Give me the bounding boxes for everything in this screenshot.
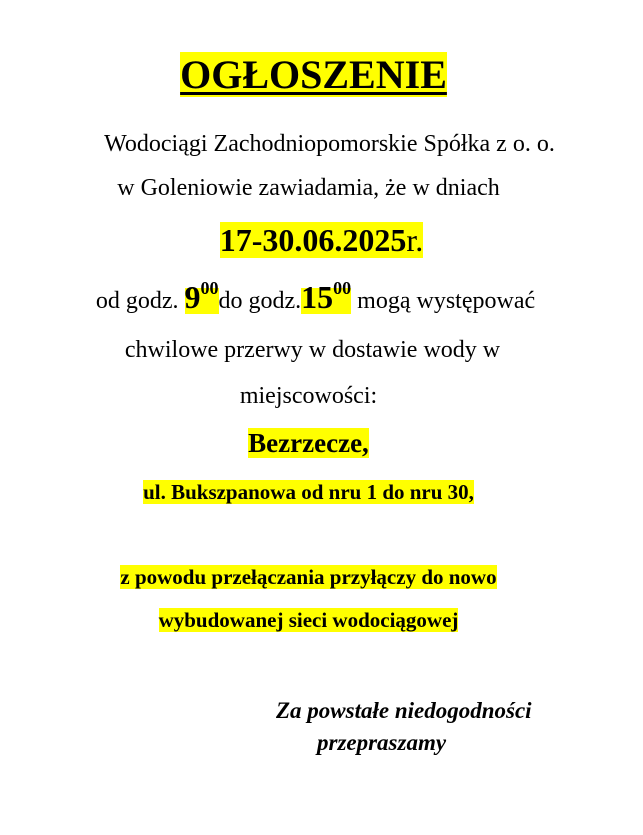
reason-line-2 xyxy=(0,608,630,632)
end-hour: 15 xyxy=(301,279,334,315)
date-range: 17-30.06.2025 xyxy=(219,222,407,258)
date-range-highlight xyxy=(220,222,424,258)
date-line xyxy=(0,222,643,259)
apology-line-2: przepraszamy xyxy=(317,730,447,755)
intro-line-1: Wodociągi Zachodniopomorskie Spółka z o. o. xyxy=(104,131,555,157)
hours-line xyxy=(0,278,637,316)
start-hour-minutes: 00 xyxy=(200,278,219,298)
end-hour-minutes: 00 xyxy=(333,278,352,298)
street-line xyxy=(0,480,630,504)
locality-line xyxy=(0,428,630,459)
start-hour: 9 xyxy=(184,279,201,315)
end-hour-highlight xyxy=(301,278,352,315)
notice-title-text: OGŁOSZENIE xyxy=(180,52,447,97)
reason-text-2: wybudowanej sieci wodociągowej xyxy=(158,608,459,632)
locality-name: Bezrzecze, xyxy=(248,428,369,458)
reason-line-1 xyxy=(0,565,630,589)
street-range: ul. Bukszpanowa od nru 1 do nru 30, xyxy=(143,480,474,504)
hours-suffix: mogą występować xyxy=(357,288,536,314)
intro-line-2: w Goleniowie zawiadamia, że w dniach xyxy=(117,175,500,201)
reason-text-1: z powodu przełączania przyłączy do nowo xyxy=(120,565,497,589)
hours-prefix: od godz. xyxy=(95,288,179,314)
hours-middle: do godz. xyxy=(218,288,302,314)
apology-line-1: Za powstałe niedogodności xyxy=(276,698,532,723)
date-suffix: r. xyxy=(406,222,424,258)
locality-label: miejscowości: xyxy=(239,383,378,409)
start-hour-highlight xyxy=(184,278,219,315)
notice-title xyxy=(0,52,635,98)
interruption-line: chwilowe przerwy w dostawie wody w xyxy=(124,337,501,363)
